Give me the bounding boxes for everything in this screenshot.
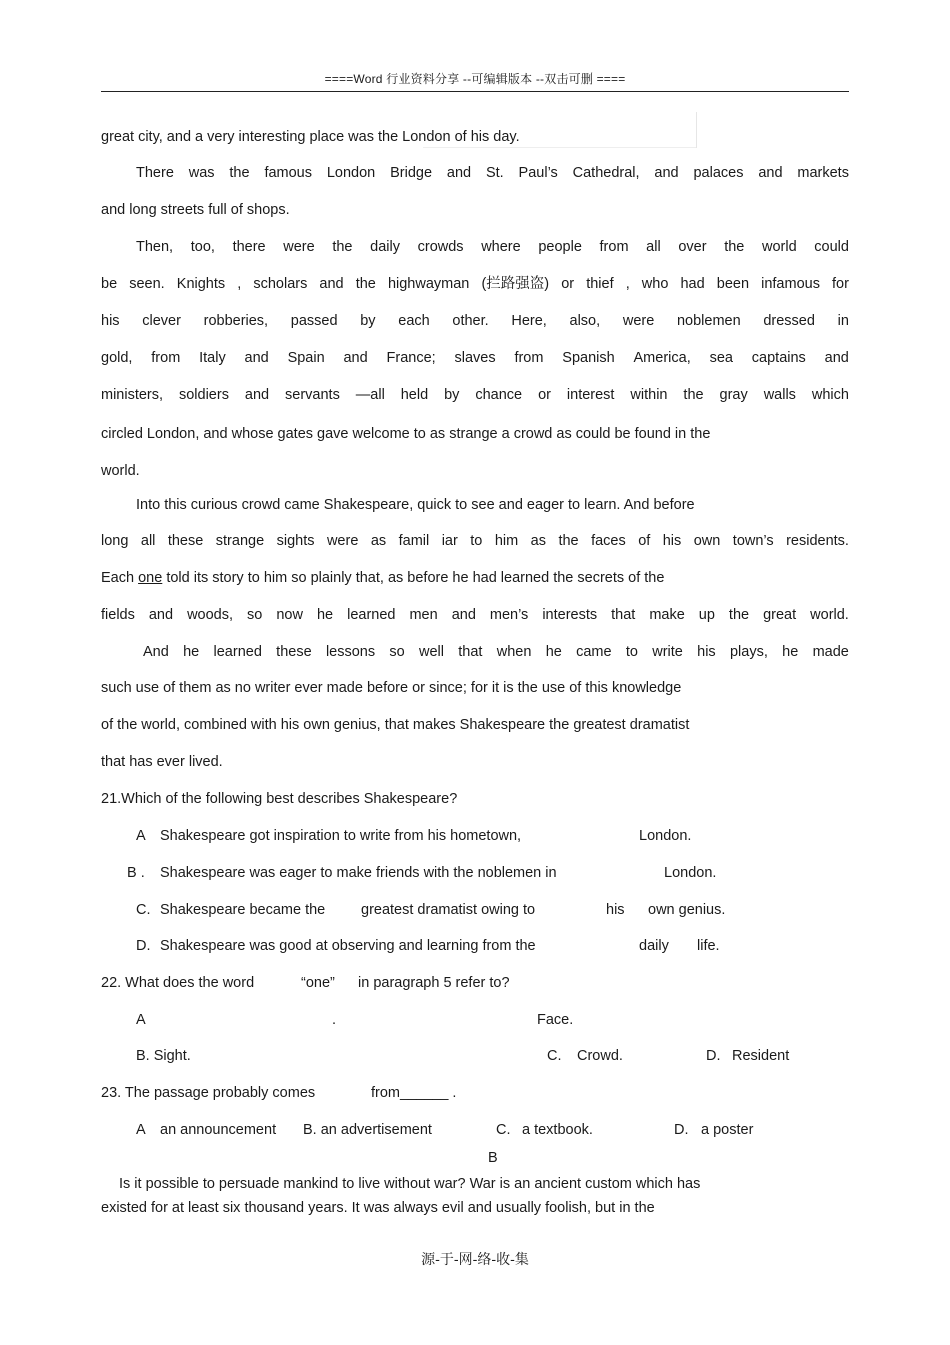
- word: Then,: [136, 239, 174, 255]
- word: from: [514, 350, 544, 366]
- word: too,: [190, 239, 215, 255]
- question-stem: from______ .: [371, 1085, 457, 1101]
- word: he: [183, 644, 200, 660]
- option-letter: A: [136, 828, 146, 844]
- word: men: [409, 607, 438, 623]
- word: there: [232, 239, 266, 255]
- word: of: [638, 533, 651, 549]
- word: the: [728, 607, 750, 623]
- word: his: [101, 313, 120, 329]
- word: by: [360, 313, 376, 329]
- word: sights: [276, 533, 315, 549]
- word: ,: [625, 276, 630, 292]
- word: who: [641, 276, 669, 292]
- word: strange: [215, 533, 265, 549]
- word: slaves: [454, 350, 496, 366]
- word: the: [332, 239, 353, 255]
- word: men’s: [489, 607, 529, 623]
- word: walls: [763, 387, 796, 403]
- header-rule: [101, 91, 849, 92]
- word: as: [530, 533, 546, 549]
- word: his: [662, 533, 682, 549]
- text-line: [101, 164, 849, 182]
- word: the: [683, 387, 704, 403]
- option-text: daily: [639, 938, 669, 954]
- word: that: [611, 607, 636, 623]
- word: soldiers: [178, 387, 229, 403]
- word: these: [276, 644, 312, 660]
- word: to: [470, 533, 483, 549]
- option-text: Face.: [537, 1012, 574, 1028]
- word: the: [724, 239, 745, 255]
- word: were: [326, 533, 359, 549]
- word: interest: [566, 387, 615, 403]
- question-stem: “one”: [301, 975, 335, 991]
- option-text: greatest dramatist owing to: [361, 902, 536, 918]
- text-line: [101, 606, 849, 624]
- word: captains: [751, 350, 806, 366]
- word: highwayman: [387, 276, 470, 292]
- word: Italy: [199, 350, 226, 366]
- word: fields: [101, 607, 135, 623]
- word: been: [716, 276, 750, 292]
- word: be: [101, 276, 118, 292]
- word: Here,: [511, 313, 547, 329]
- word: Knights: [176, 276, 226, 292]
- word: well: [419, 644, 444, 660]
- word: lessons: [325, 644, 376, 660]
- text-line: such use of them as no writer ever made before or since; for it is the use of this knowledge: [101, 680, 682, 696]
- word: chance: [475, 387, 523, 403]
- text-line: existed for at least six thousand years. It was always evil and usually foolish, but in the: [101, 1200, 655, 1216]
- word: that: [458, 644, 483, 660]
- word: servants: [285, 387, 340, 403]
- word: where: [481, 239, 521, 255]
- word: interests: [542, 607, 598, 623]
- word: There: [136, 165, 174, 181]
- word: Bridge: [390, 165, 433, 181]
- word: dressed: [763, 313, 815, 329]
- word: and: [244, 387, 270, 403]
- word: Cathedral,: [572, 165, 640, 181]
- word: all: [140, 533, 156, 549]
- word: America,: [633, 350, 691, 366]
- word: and: [244, 350, 269, 366]
- page-header: ====Word 行业资料分享 --可编辑版本 --双击可删 ====: [324, 72, 626, 86]
- word: other.: [452, 313, 489, 329]
- word: faces: [591, 533, 626, 549]
- word: seen.: [129, 276, 165, 292]
- word: by: [444, 387, 460, 403]
- word: St.: [485, 165, 504, 181]
- word: or: [538, 387, 551, 403]
- option-text: Shakespeare got inspiration to write from his hometown,: [160, 828, 522, 844]
- word: him: [494, 533, 519, 549]
- word: and: [446, 165, 472, 181]
- word: people: [538, 239, 582, 255]
- word: he: [782, 644, 799, 660]
- word: for: [832, 276, 849, 292]
- option-letter: B .: [127, 865, 145, 881]
- text-segment: told its story to him so plainly that, as before he had learned the secrets of the: [162, 570, 665, 586]
- option-text: Crowd.: [577, 1048, 623, 1064]
- text-line: [101, 238, 849, 256]
- option-text: B. Sight.: [136, 1048, 191, 1064]
- word: also,: [569, 313, 601, 329]
- text-line: world.: [101, 463, 140, 479]
- option-text: Shakespeare became the: [160, 902, 326, 918]
- word: and: [319, 276, 344, 292]
- word: daily: [370, 239, 400, 255]
- word: town’s: [732, 533, 774, 549]
- word: learned: [347, 607, 396, 623]
- word: when: [496, 644, 532, 660]
- word: and: [654, 165, 679, 181]
- text-line: [101, 275, 849, 293]
- word: or: [561, 276, 575, 292]
- text-line: great city, and a very interesting place was the London of his day.: [101, 129, 520, 145]
- table-border-line: [423, 147, 696, 148]
- word: to: [625, 644, 638, 660]
- word: woods,: [187, 607, 234, 623]
- word: his: [697, 644, 716, 660]
- word: infamous: [761, 276, 820, 292]
- word: learned: [213, 644, 262, 660]
- word: scholars: [253, 276, 308, 292]
- option-letter: D.: [674, 1122, 689, 1138]
- word: and: [343, 350, 368, 366]
- word: iar: [441, 533, 458, 549]
- text-line: Is it possible to persuade mankind to live without war? War is an ancient custom which has: [119, 1176, 701, 1192]
- word: passed: [290, 313, 338, 329]
- text-line: of the world, combined with his own genius, that makes Shakespeare the greatest dramatist: [101, 717, 690, 733]
- word: gray: [719, 387, 748, 403]
- word: these: [167, 533, 204, 549]
- option-letter: D.: [706, 1048, 721, 1064]
- text-line: and long streets full of shops.: [101, 202, 290, 218]
- option-text: life.: [697, 938, 720, 954]
- question-stem: in paragraph 5 refer to?: [358, 975, 510, 991]
- word: thief: [586, 276, 614, 292]
- word: could: [814, 239, 849, 255]
- option-text: Shakespeare was good at observing and learning from the: [160, 938, 536, 954]
- word: up: [698, 607, 715, 623]
- word: over: [678, 239, 707, 255]
- word: crowds: [417, 239, 464, 255]
- section-label: B: [488, 1150, 498, 1166]
- question-stem: 21.Which of the following best describes Shakespeare?: [101, 791, 458, 807]
- option-text: London.: [639, 828, 692, 844]
- option-letter: D.: [136, 938, 151, 954]
- word: were: [283, 239, 315, 255]
- text-line: circled London, and whose gates gave welcome to as strange a crowd as could be found in the: [101, 426, 711, 442]
- text-line: [101, 386, 849, 404]
- option-text: an announcement: [160, 1122, 277, 1138]
- word: was: [188, 165, 215, 181]
- word: long: [101, 533, 129, 549]
- option-text: a poster: [701, 1122, 754, 1138]
- option-letter: C.: [136, 902, 151, 918]
- word: came: [576, 644, 612, 660]
- word: all: [646, 239, 661, 255]
- option-letter: A: [136, 1122, 146, 1138]
- word: Spanish: [562, 350, 615, 366]
- option-text: his: [606, 902, 625, 918]
- text-line: [101, 312, 849, 330]
- word: the: [355, 276, 376, 292]
- word: palaces: [693, 165, 744, 181]
- word: world: [762, 239, 797, 255]
- option-text: Shakespeare was eager to make friends with the noblemen in: [160, 865, 557, 881]
- word: had: [680, 276, 705, 292]
- word: and: [758, 165, 783, 181]
- word: and: [824, 350, 849, 366]
- word: famous: [264, 165, 312, 181]
- word: residents.: [786, 533, 849, 549]
- question-stem: 23. The passage probably comes: [101, 1085, 316, 1101]
- word: so: [247, 607, 263, 623]
- word: Spain: [287, 350, 325, 366]
- word: noblemen: [676, 313, 741, 329]
- word: make: [649, 607, 685, 623]
- word: And: [143, 644, 169, 660]
- text-segment: Each: [101, 570, 139, 586]
- page-footer: 源-于-网-络-收-集: [421, 1252, 529, 1268]
- word: famil: [398, 533, 430, 549]
- text-line: that has ever lived.: [101, 754, 223, 770]
- word: write: [652, 644, 683, 660]
- word: and: [148, 607, 174, 623]
- word: each: [398, 313, 430, 329]
- word: great: [763, 607, 797, 623]
- word: he: [316, 607, 334, 623]
- word: sea: [709, 350, 733, 366]
- word: ,: [237, 276, 242, 292]
- word: from: [599, 239, 629, 255]
- option-letter: A: [136, 1012, 146, 1028]
- option-letter: .: [332, 1012, 337, 1028]
- word: (拦路强盗): [481, 276, 550, 292]
- word: robberies,: [203, 313, 269, 329]
- word: in: [837, 313, 849, 329]
- word: as: [370, 533, 387, 549]
- word: France;: [386, 350, 436, 366]
- word: held: [400, 387, 429, 403]
- text-line: [101, 349, 849, 367]
- word: the: [558, 533, 579, 549]
- word: London: [326, 165, 376, 181]
- word: ministers,: [101, 387, 164, 403]
- word: within: [630, 387, 668, 403]
- word: —all: [355, 387, 385, 403]
- option-text: own genius.: [648, 902, 726, 918]
- text-line: Into this curious crowd came Shakespeare, quick to see and eager to learn. And before: [136, 497, 695, 513]
- option-letter: C.: [547, 1048, 562, 1064]
- text-line: [101, 643, 849, 661]
- text-line: [101, 532, 849, 550]
- word: were: [622, 313, 655, 329]
- word: he: [545, 644, 562, 660]
- option-text: a textbook.: [522, 1122, 593, 1138]
- word: made: [812, 644, 849, 660]
- underlined-word: one: [138, 570, 163, 586]
- word: gold,: [101, 350, 133, 366]
- word: and: [451, 607, 476, 623]
- question-stem: 22. What does the word: [101, 975, 255, 991]
- word: the: [229, 165, 250, 181]
- word: so: [389, 644, 405, 660]
- word: markets: [797, 165, 849, 181]
- word: world.: [810, 607, 849, 623]
- option-letter: C.: [496, 1122, 511, 1138]
- word: which: [811, 387, 849, 403]
- word: Paul’s: [518, 165, 558, 181]
- option-text: B. an advertisement: [303, 1122, 432, 1138]
- option-text: London.: [664, 865, 717, 881]
- word: plays,: [729, 644, 768, 660]
- word: own: [693, 533, 721, 549]
- word: from: [151, 350, 181, 366]
- option-text: Resident: [732, 1048, 790, 1064]
- word: now: [276, 607, 303, 623]
- word: clever: [142, 313, 181, 329]
- text-line: [101, 569, 849, 587]
